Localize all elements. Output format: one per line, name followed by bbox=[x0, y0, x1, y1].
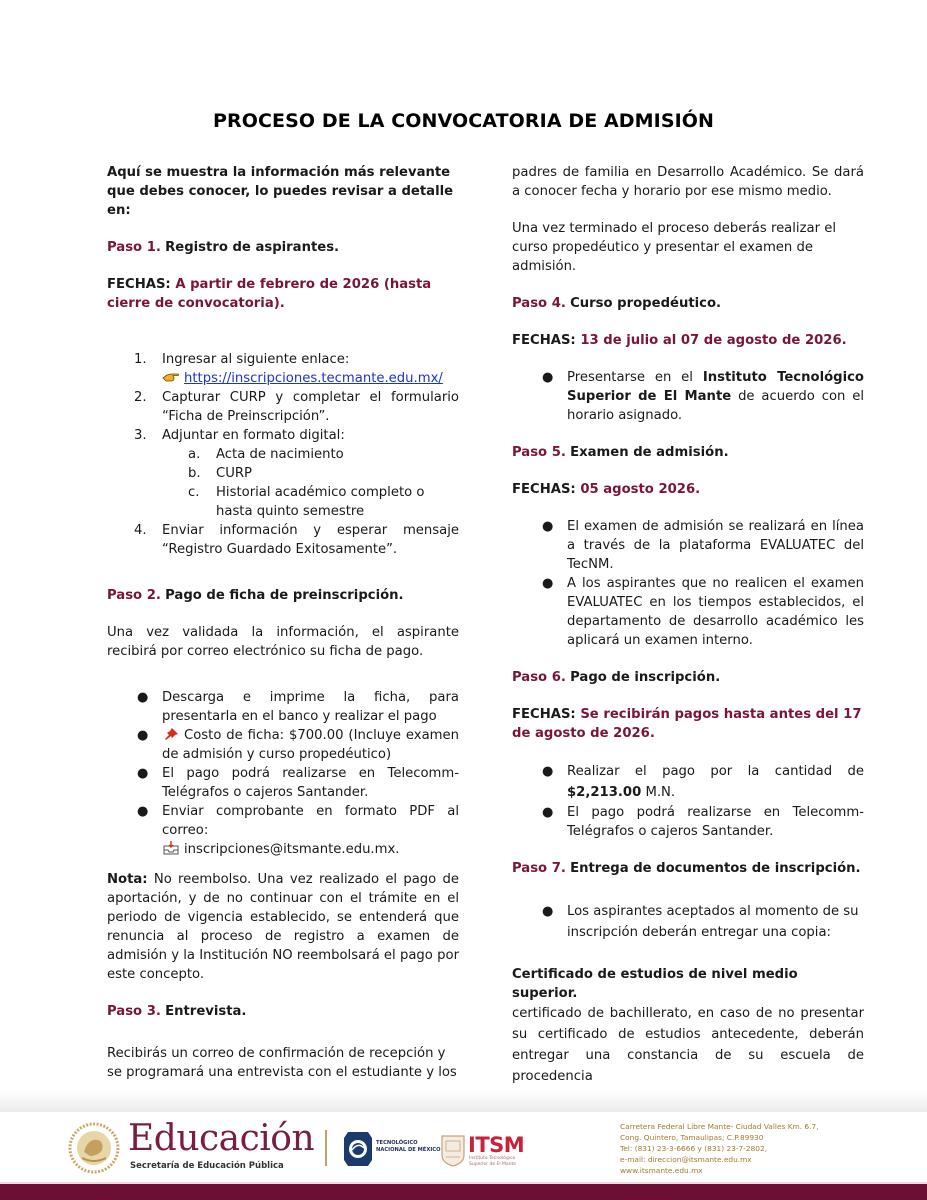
tamaulipas-shield-icon bbox=[440, 1133, 466, 1167]
itsm-logo-text: ITSM bbox=[468, 1133, 525, 1157]
step5-bullets bbox=[512, 517, 864, 650]
right-column bbox=[512, 163, 864, 1087]
bullet-item: ● Costo de ficha: $700.00 (Incluye examen de admisión y curso propedéutico) bbox=[137, 728, 459, 762]
step3-heading: Paso 3. Entrevista. bbox=[107, 1004, 247, 1019]
list-item: 2. Capturar CURP y completar el formulario “Ficha de Preinscripción”. bbox=[134, 390, 459, 424]
bullet-item: ● Descarga e imprime la ficha, para presentarla en el banco y realizar el pago bbox=[137, 690, 459, 724]
bullet-icon: ● bbox=[137, 728, 149, 743]
contact-email: inscripciones@itsmante.edu.mx. bbox=[184, 842, 400, 857]
footer-color-bar bbox=[0, 1184, 927, 1200]
bullet-item: ● Presentarse en el Instituto Tecnológico Superior de El Mante de acuerdo con el horario asignado. bbox=[542, 370, 864, 423]
bullet-item: ● El examen de admisión se realizará en línea a través de la plataforma EVALUATEC del TecNM. bbox=[542, 519, 864, 572]
list-item: 1. Ingresar al siguiente enlace: https://inscripciones.tecmante.edu.mx/ bbox=[134, 352, 443, 386]
step1-heading: Paso 1. Registro de aspirantes. bbox=[107, 240, 340, 255]
intro-text: Aquí se muestra la información más relevante que debes conocer, lo puedes revisar a detalle en: bbox=[107, 165, 454, 218]
step-label: Paso 1. bbox=[107, 240, 161, 255]
bullet-icon: ● bbox=[137, 804, 149, 819]
bullet-icon: ● bbox=[542, 576, 554, 591]
footer-website: www.itsmante.edu.mx bbox=[620, 1166, 703, 1175]
step3-body-part2: padres de familia en Desarrollo Académico. Se dará a conocer fecha y horario por ese mismo medio. bbox=[512, 165, 864, 199]
bullet-icon: ● bbox=[542, 805, 554, 820]
step1-fechas: FECHAS: A partir de febrero de 2026 (hasta cierre de convocatoria). bbox=[107, 277, 432, 311]
pointing-hand-icon bbox=[162, 370, 180, 384]
footer-email: e-mail: direccion@itsmante.edu.mx bbox=[620, 1155, 752, 1164]
bullet-icon: ● bbox=[542, 904, 554, 919]
certificate-heading: Certificado de estudios de nivel medio superior. bbox=[512, 967, 798, 1001]
institution-address: Carretera Federal Libre Mante- Ciudad Valles Km. 6.7, Cong. Quintero, Tamaulipas; C.P.89930 Tel: (831) 23-3-6666 y (831) 23-7-2802, e-mail: direccion@itsmante.edu.mx www.itsmante.edu.mx bbox=[620, 1122, 819, 1175]
step7-bullets bbox=[512, 901, 864, 943]
step6-fechas: FECHAS: Se recibirán pagos hasta antes del 17 de agosto de 2026. bbox=[512, 707, 862, 741]
bullet-item: ● A los aspirantes que no realicen el examen EVALUATEC en los tiempos establecidos, el departamento de desarrollo académico les aplicará un examen interno. bbox=[542, 576, 864, 648]
step2-body: Una vez validada la información, el aspirante recibirá por correo electrónico su ficha de pago. bbox=[107, 625, 459, 659]
pushpin-icon bbox=[162, 727, 180, 741]
refund-note: Nota: No reembolso. Una vez realizado el pago de aportación, y de no continuar con el trámite en el periodo de vigencia establecido, se entenderá que renuncia al proceso de registro a examen de admisión y la Institución NO reembolsará el pago por este concepto. bbox=[107, 872, 459, 982]
mexico-coat-of-arms-icon bbox=[68, 1122, 120, 1174]
bullet-item: ● El pago podrá realizarse en Telecomm-Telégrafos o cajeros Santander. bbox=[137, 766, 459, 800]
bullet-icon: ● bbox=[137, 690, 149, 705]
list-item: 4. Enviar información y esperar mensaje “Registro Guardado Exitosamente”. bbox=[134, 523, 459, 557]
step3-followup: Una vez terminado el proceso deberás realizar el curso propedéutico y presentar el examen de admisión. bbox=[512, 221, 836, 274]
step1-list bbox=[107, 350, 459, 559]
logo-divider bbox=[325, 1130, 327, 1166]
bullet-icon: ● bbox=[542, 764, 554, 779]
step3-body-part1: Recibirás un correo de confirmación de recepción y se programará una entrevista con el estudiante y los bbox=[107, 1046, 457, 1080]
list-item: 3. Adjuntar en formato digital: bbox=[134, 428, 345, 443]
inbox-tray-icon bbox=[162, 841, 180, 855]
sub-list-item: a. Acta de nacimiento bbox=[188, 447, 344, 462]
step6-bullets bbox=[512, 761, 864, 841]
step6-heading: Paso 6. Pago de inscripción. bbox=[512, 670, 721, 685]
bullet-item: ● El pago podrá realizarse en Telecomm-Telégrafos o cajeros Santander. bbox=[542, 805, 864, 839]
left-column bbox=[107, 163, 459, 1082]
step2-bullets bbox=[107, 688, 459, 859]
bullet-item: ● Enviar comprobante en formato PDF al correo: inscripciones@itsmante.edu.mx. bbox=[137, 804, 459, 857]
bullet-icon: ● bbox=[542, 519, 554, 534]
step4-fechas: FECHAS: 13 de julio al 07 de agosto de 2026. bbox=[512, 333, 847, 348]
step7-heading: Paso 7. Entrega de documentos de inscripción. bbox=[512, 861, 861, 876]
itsm-subtitle: Instituto Tecnológico Superior de El Mante bbox=[469, 1156, 517, 1167]
bullet-item: ● Los aspirantes aceptados al momento de su inscripción deberán entregar una copia: bbox=[512, 901, 864, 943]
step4-bullets bbox=[512, 368, 864, 425]
step2-heading: Paso 2. Pago de ficha de preinscripción. bbox=[107, 588, 404, 603]
tecnm-text: TECNOLÓGICO NACIONAL DE MÉXICO bbox=[376, 1140, 441, 1153]
bullet-icon: ● bbox=[542, 370, 554, 385]
certificate-body: certificado de bachillerato, en caso de no presentar su certificado de estudios antecedente, deberán entregar una constancia de su escuela de procedencia bbox=[512, 1006, 864, 1084]
step4-heading: Paso 4. Curso propedéutico. bbox=[512, 296, 722, 311]
sep-subtitle: Secretaría de Educación Pública bbox=[130, 1161, 284, 1171]
bullet-icon: ● bbox=[137, 766, 149, 781]
step5-heading: Paso 5. Examen de admisión. bbox=[512, 445, 729, 460]
sub-list-item: c. Historial académico completo o hasta quinto semestre bbox=[188, 485, 425, 519]
educacion-logo-text: Educación bbox=[128, 1118, 315, 1159]
sub-list-item: b. CURP bbox=[188, 466, 252, 481]
bullet-item: ● Realizar el pago por la cantidad de $2,213.00 M.N. bbox=[512, 761, 864, 803]
registration-link[interactable]: https://inscripciones.tecmante.edu.mx/ bbox=[184, 371, 443, 386]
page-title: PROCESO DE LA CONVOCATORIA DE ADMISIÓN bbox=[212, 110, 715, 132]
tecnm-gear-logo-icon bbox=[342, 1130, 374, 1168]
step5-fechas: FECHAS: 05 agosto 2026. bbox=[512, 482, 701, 497]
footer-shadow bbox=[0, 1090, 927, 1112]
